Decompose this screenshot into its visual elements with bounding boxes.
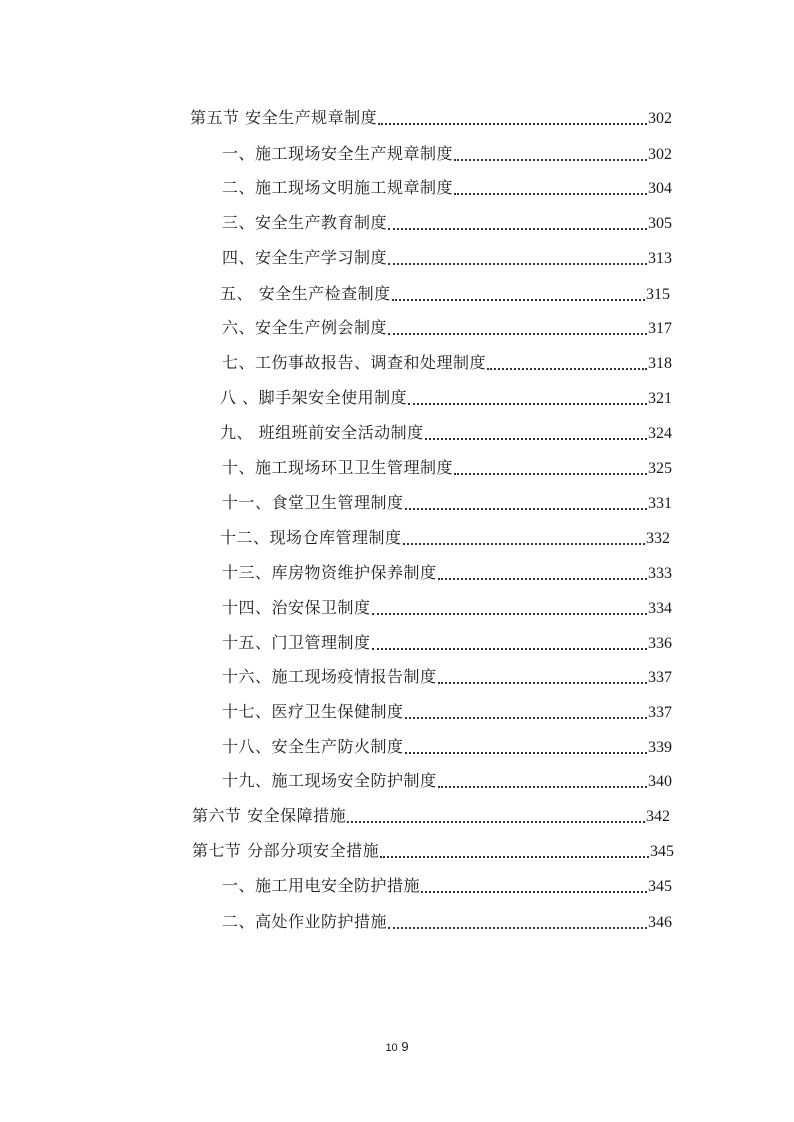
toc-entry-label: 十六、施工现场疫情报告制度 (222, 667, 437, 686)
toc-entry[interactable] (222, 248, 672, 270)
toc-entry[interactable] (222, 737, 672, 759)
toc-entry[interactable] (222, 493, 672, 515)
dot-leader (347, 821, 645, 823)
toc-entry-label: 第六节 安全保障措施 (192, 806, 347, 825)
dot-leader (405, 508, 647, 510)
toc-entry[interactable] (222, 213, 672, 235)
toc-entry-label: 十四、治安保卫制度 (222, 598, 371, 617)
toc-entry-label: 第七节 分部分项安全措施 (192, 841, 380, 860)
toc-entry[interactable] (220, 528, 670, 550)
toc-entry[interactable] (192, 806, 670, 828)
toc-entry-label: 五、 安全生产检查制度 (220, 284, 391, 303)
toc-entry[interactable] (190, 108, 672, 130)
toc-entry[interactable] (222, 353, 672, 375)
toc-entry-label: 十二、现场仓库管理制度 (220, 528, 402, 547)
dot-leader (388, 927, 647, 929)
toc-entry[interactable] (222, 144, 672, 166)
toc-entry-label: 六、安全生产例会制度 (222, 318, 388, 337)
toc-entry-label: 一、施工现场安全生产规章制度 (222, 144, 454, 163)
toc-entry-label: 十五、门卫管理制度 (222, 633, 371, 652)
toc-entry-label: 十三、库房物资维护保养制度 (222, 563, 437, 582)
toc-entry-label: 十七、医疗卫生保健制度 (222, 702, 404, 721)
toc-entry[interactable] (222, 458, 672, 480)
toc-entry-label: 四、安全生产学习制度 (222, 248, 388, 267)
toc-entry-page: 337 (648, 704, 672, 721)
dot-leader (378, 123, 647, 125)
toc-entry-page: 339 (648, 739, 672, 756)
toc-entry-page: 340 (648, 773, 672, 790)
toc-entry[interactable] (222, 771, 672, 793)
dot-leader (421, 891, 647, 893)
toc-entry-page: 332 (646, 530, 670, 547)
toc-entry[interactable] (220, 423, 672, 445)
toc-entry[interactable] (222, 178, 672, 200)
toc-entry-label: 三、安全生产教育制度 (222, 213, 388, 232)
toc-entry-page: 302 (648, 110, 672, 127)
toc-entry-page: 305 (648, 215, 672, 232)
dot-leader (454, 159, 647, 161)
toc-entry-page: 336 (648, 635, 672, 652)
toc-entry-label: 第五节 安全生产规章制度 (190, 108, 378, 127)
dot-leader (408, 403, 647, 405)
toc-entry-page: 331 (648, 495, 672, 512)
toc-entry-page: 337 (648, 669, 672, 686)
toc-entry-label: 十一、食堂卫生管理制度 (222, 493, 404, 512)
dot-leader (392, 299, 645, 301)
toc-entry-page: 315 (646, 286, 670, 303)
dot-leader (388, 333, 647, 335)
toc-entry-page: 334 (648, 600, 672, 617)
toc-entry-page: 325 (648, 460, 672, 477)
dot-leader (438, 682, 647, 684)
dot-leader (388, 263, 647, 265)
dot-leader (403, 543, 645, 545)
toc-entry-page: 304 (648, 180, 672, 197)
toc-entry[interactable] (222, 633, 672, 655)
dot-leader (388, 228, 647, 230)
page-number-suffix: 9 (401, 1039, 409, 1054)
dot-leader (372, 648, 647, 650)
toc-entry[interactable] (222, 563, 672, 585)
toc-entry[interactable] (222, 318, 672, 340)
toc-entry[interactable] (220, 284, 670, 306)
toc-entry-page: 324 (648, 425, 672, 442)
dot-leader (438, 786, 647, 788)
page-number (0, 1039, 794, 1054)
dot-leader (438, 578, 647, 580)
dot-leader (487, 368, 647, 370)
toc-entry-label: 九、 班组班前安全活动制度 (220, 423, 424, 442)
toc-entry-page: 313 (648, 250, 672, 267)
toc-entry[interactable] (222, 667, 672, 689)
toc-entry-page: 346 (648, 914, 672, 931)
dot-leader (405, 752, 647, 754)
toc-entry-page: 345 (650, 843, 674, 860)
toc-entry-page: 302 (648, 146, 672, 163)
toc-entry[interactable] (222, 876, 672, 898)
toc-entry[interactable] (222, 912, 672, 934)
toc-entry[interactable] (222, 598, 672, 620)
toc-entry[interactable] (192, 841, 674, 863)
toc-entry-label: 七、工伤事故报告、调查和处理制度 (222, 353, 487, 372)
toc-entry-label: 二、施工现场文明施工规章制度 (222, 178, 454, 197)
page-number-prefix: 10 (385, 1042, 398, 1054)
toc-entry-page: 333 (648, 565, 672, 582)
toc-entry-label: 十八、安全生产防火制度 (222, 737, 404, 756)
toc-entry-label: 十九、施工现场安全防护制度 (222, 771, 437, 790)
toc-entry-label: 一、施工用电安全防护措施 (222, 876, 421, 895)
toc-entry-label: 八 、脚手架安全使用制度 (220, 388, 408, 407)
toc-entry-label: 十、施工现场环卫卫生管理制度 (222, 458, 454, 477)
toc-entry[interactable] (220, 388, 672, 410)
toc-entry-label: 二、高处作业防护措施 (222, 912, 388, 931)
dot-leader (372, 613, 647, 615)
toc-entry-page: 345 (648, 878, 672, 895)
toc-entry-page: 318 (648, 355, 672, 372)
dot-leader (405, 717, 647, 719)
toc-entry[interactable] (222, 702, 672, 724)
dot-leader (380, 856, 649, 858)
toc-entry-page: 317 (648, 320, 672, 337)
toc-entry-page: 321 (648, 390, 672, 407)
dot-leader (454, 473, 647, 475)
dot-leader (425, 438, 647, 440)
dot-leader (454, 193, 647, 195)
toc-entry-page: 342 (646, 808, 670, 825)
